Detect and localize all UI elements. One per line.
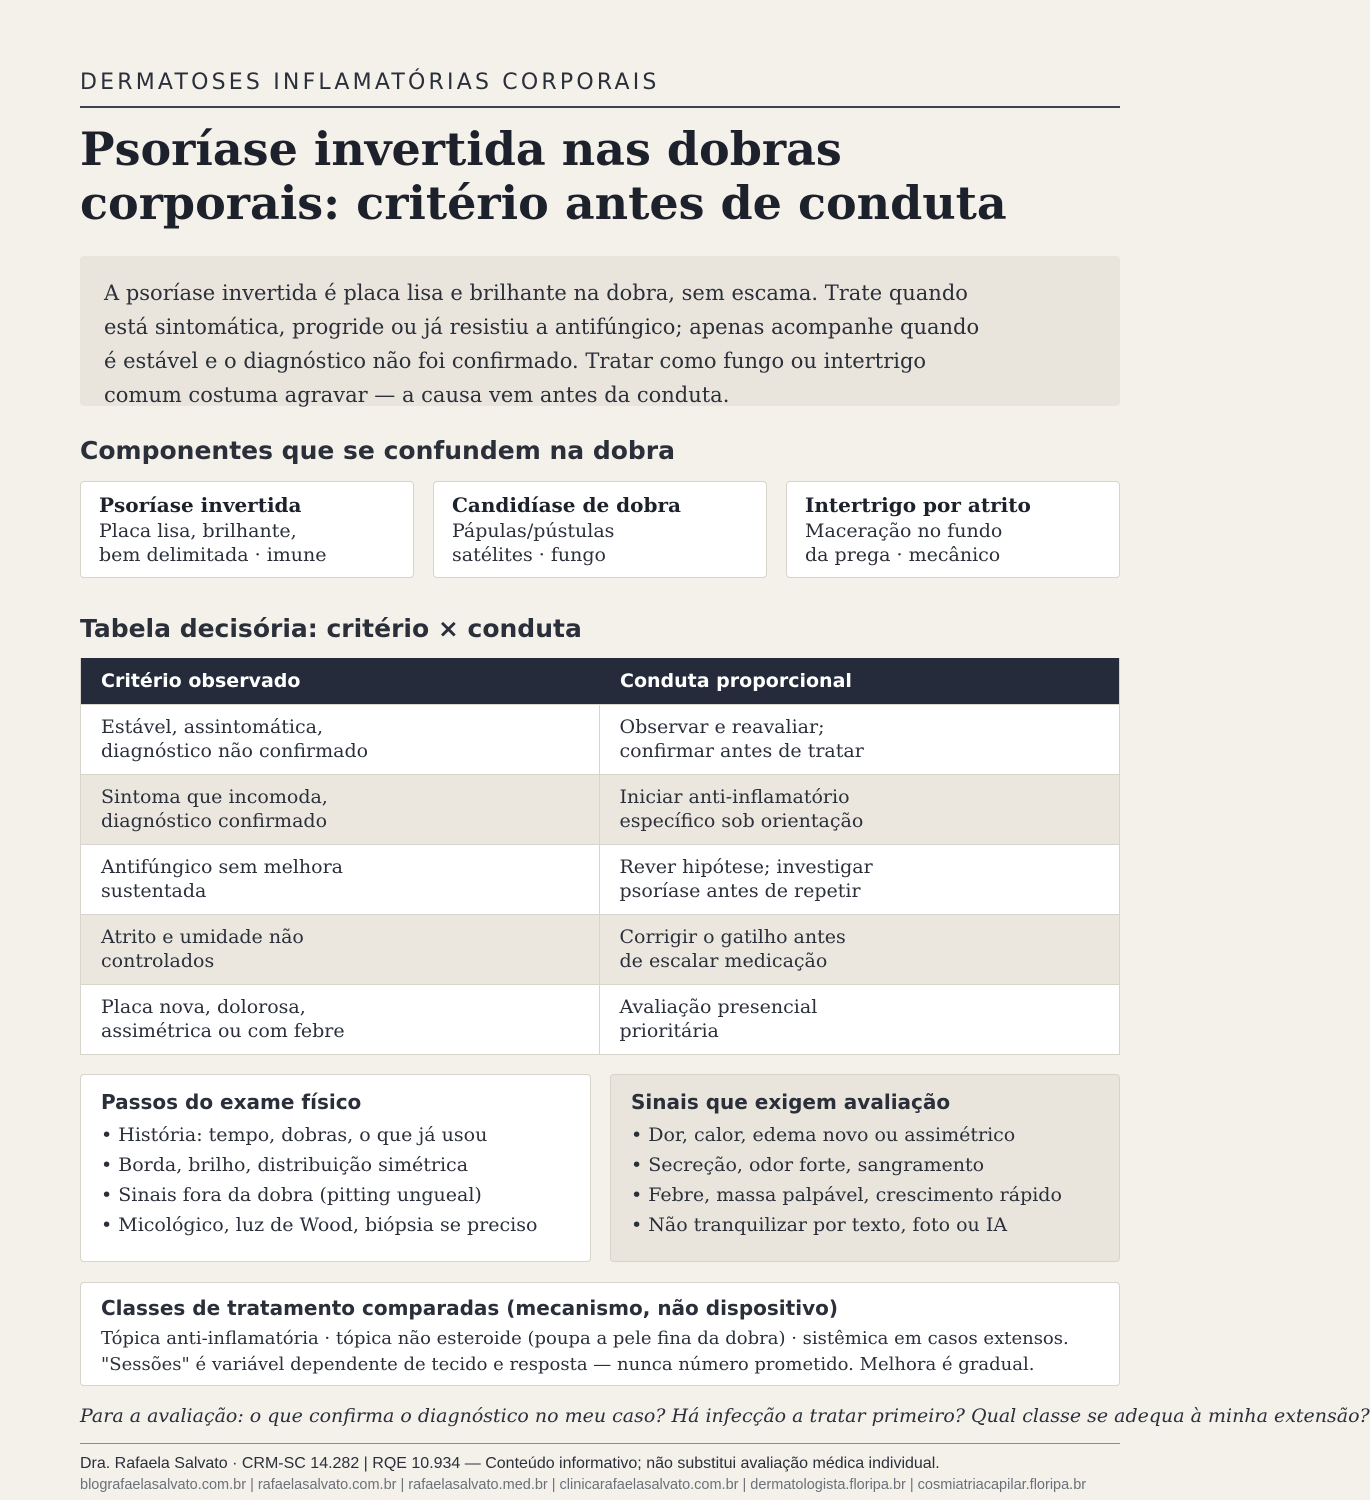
cell-line: Atrito e umidade não (101, 926, 304, 948)
table-cell-criterio (81, 845, 600, 914)
components-heading: Componentes que se confundem na dobra (80, 436, 675, 465)
summary-line: está sintomática, progride ou já resistiu a antifúngico; apenas acompanhe quando (104, 315, 980, 339)
cell-line: sustentada (101, 880, 207, 902)
card-psoriase-invertida (80, 481, 414, 578)
exam-steps-title: Passos do exame físico (101, 1090, 362, 1114)
table-cell-conduta (600, 705, 1120, 774)
cell-line: específico sob orientação (619, 810, 864, 832)
table-cell-conduta (600, 915, 1120, 984)
column-header: Critério observado (101, 670, 301, 692)
table-row (81, 774, 1119, 844)
cell-line: assimétrica ou com febre (101, 1020, 345, 1042)
treatment-classes-title: Classes de tratamento comparadas (mecanismo, não dispositivo) (101, 1296, 838, 1320)
list-item: • Febre, massa palpável, crescimento rápido (631, 1180, 1099, 1210)
footer-divider (80, 1443, 1120, 1444)
cell-line: Avaliação presencial (619, 996, 818, 1018)
table-cell-conduta (600, 775, 1120, 844)
cell-line: prioritária (619, 1020, 719, 1042)
card-text: Placa lisa, brilhante, (99, 520, 297, 542)
warning-signs-title: Sinais que exigem avaliação (631, 1090, 951, 1114)
cell-line: diagnóstico não confirmado (101, 740, 369, 762)
summary-line: A psoríase invertida é placa lisa e brilhante na dobra, sem escama. Trate quando (104, 281, 968, 305)
cell-line: Rever hipótese; investigar (619, 856, 873, 878)
warning-signs-list (631, 1120, 1099, 1240)
consultation-questions: Para a avaliação: o que confirma o diagnóstico no meu caso? Há infecção a tratar primeiro? Qual classe se adequa à minha extensão? (80, 1405, 1370, 1427)
cell-line: Observar e reavaliar; (619, 716, 825, 738)
cell-line: Estável, assintomática, (101, 716, 323, 738)
warning-signs-box (610, 1074, 1120, 1262)
section-kicker: DERMATOSES INFLAMATÓRIAS CORPORAIS (80, 70, 660, 95)
cell-line: psoríase antes de repetir (619, 880, 861, 902)
treatment-classes-text (101, 1326, 1099, 1378)
cell-line: Antifúngico sem melhora (101, 856, 344, 878)
exam-steps-list (101, 1120, 570, 1240)
summary-line: comum costuma agravar — a causa vem antes da conduta. (104, 383, 730, 407)
table-cell-criterio (81, 915, 600, 984)
card-title: Intertrigo por atrito (805, 493, 1031, 517)
exam-steps-box (80, 1074, 591, 1262)
card-text: Pápulas/pústulas (452, 520, 615, 542)
cell-line: confirmar antes de tratar (619, 740, 864, 762)
table-cell-conduta (600, 985, 1120, 1054)
text-line: Tópica anti-inflamatória · tópica não esteroide (poupa a pele fina da dobra) · sistêmica em casos extensos. (101, 1328, 1069, 1349)
cell-line: Placa nova, dolorosa, (101, 996, 306, 1018)
list-item: • Não tranquilizar por texto, foto ou IA (631, 1210, 1099, 1240)
table-header (81, 658, 1119, 704)
summary-line: é estável e o diagnóstico não foi confirmado. Tratar como fungo ou intertrigo (104, 349, 927, 373)
card-candidiase (433, 481, 767, 578)
cell-line: de escalar medicação (619, 950, 828, 972)
cell-line: diagnóstico confirmado (101, 810, 328, 832)
decision-table (80, 658, 1120, 1055)
cell-line: Corrigir o gatilho antes (619, 926, 846, 948)
decision-table-heading: Tabela decisória: critério × conduta (80, 614, 582, 643)
card-text: satélites · fungo (452, 544, 606, 566)
table-row (81, 914, 1119, 984)
list-item: • Dor, calor, edema novo ou assimétrico (631, 1120, 1099, 1150)
card-text: bem delimitada · imune (99, 544, 327, 566)
components-cards (80, 481, 1120, 578)
list-item: • História: tempo, dobras, o que já usou (101, 1120, 570, 1150)
table-row (81, 984, 1119, 1054)
column-header: Conduta proporcional (620, 670, 852, 692)
page-title (80, 122, 1120, 230)
table-row (81, 844, 1119, 914)
text-line: "Sessões" é variável dependente de tecido e resposta — nunca número prometido. Melhora é gradual. (101, 1354, 1035, 1375)
title-line-1: Psoríase invertida nas dobras (80, 122, 842, 176)
footer-credits: Dra. Rafaela Salvato · CRM-SC 14.282 | RQE 10.934 — Conteúdo informativo; não substitui avaliação médica individual. (80, 1455, 940, 1472)
card-text: da prega · mecânico (805, 544, 1001, 566)
table-cell-criterio (81, 705, 600, 774)
summary-box (80, 256, 1120, 406)
cell-line: Sintoma que incomoda, (101, 786, 328, 808)
list-item: • Micológico, luz de Wood, biópsia se preciso (101, 1210, 570, 1240)
cell-line: Iniciar anti-inflamatório (619, 786, 850, 808)
table-row (81, 704, 1119, 774)
table-cell-criterio (81, 775, 600, 844)
treatment-classes-box (80, 1282, 1120, 1386)
top-divider (80, 106, 1120, 108)
list-item: • Sinais fora da dobra (pitting ungueal) (101, 1180, 570, 1210)
list-item: • Borda, brilho, distribuição simétrica (101, 1150, 570, 1180)
title-line-2: corporais: critério antes de conduta (80, 176, 1007, 230)
list-item: • Secreção, odor forte, sangramento (631, 1150, 1099, 1180)
cell-line: controlados (101, 950, 215, 972)
card-intertrigo (786, 481, 1120, 578)
footer-links: blografaelasalvato.com.br | rafaelasalvato.com.br | rafaelasalvato.med.br | clinicarafaelasalvato.com.br | dermatologista.floripa.br | cosmiatriacapilar.floripa.br (80, 1477, 1087, 1493)
card-title: Candidíase de dobra (452, 493, 681, 517)
card-title: Psoríase invertida (99, 493, 302, 517)
table-cell-criterio (81, 985, 600, 1054)
card-text: Maceração no fundo (805, 520, 1003, 542)
table-cell-conduta (600, 845, 1120, 914)
